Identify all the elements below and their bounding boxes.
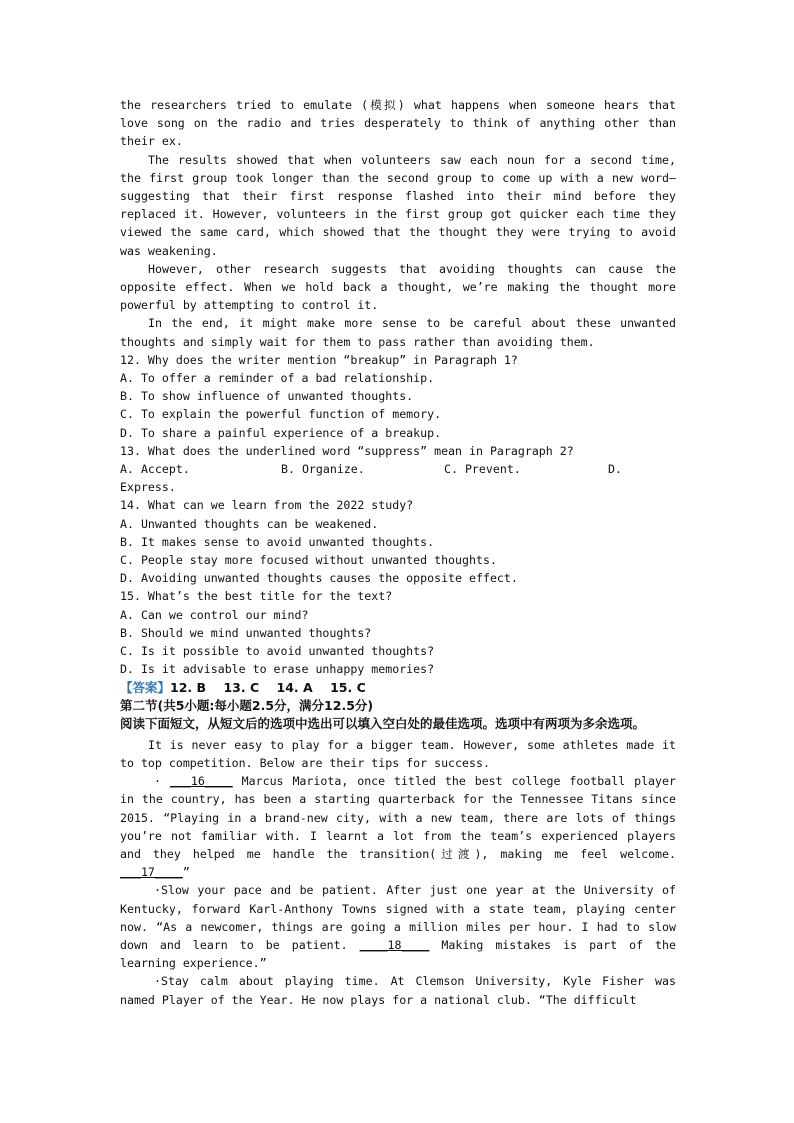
blank-17: ___17____ [120, 865, 183, 880]
tip-paragraph: ·Stay calm about playing time. At Clemson University, Kyle Fisher was named Player of the Year. He now plays for a national club. “The difficult [120, 974, 676, 1007]
question-option: B. Should we mind unwanted thoughts? [120, 625, 372, 640]
question-option: B. It makes sense to avoid unwanted thoughts. [120, 534, 435, 549]
question-option: Express. [120, 480, 176, 495]
question-option: A. Unwanted thoughts can be weakened. [120, 516, 379, 531]
tip-text: Marcus Mariota, once titled the best college football player in the country, has been a starting quarterback for the Tennessee Titans since 2015. “Playing in a brand-new city, with a new team, there are lots of things you’re not familiar with. I learnt a lot from the team’s experienced players and they helped me handle the transition(过渡), making me feel welcome. [120, 774, 676, 861]
section-heading: 第二节(共5小题:每小题2.5分，满分12.5分) [120, 697, 374, 713]
passage-paragraph: The results showed that when volunteers saw each noun for a second time, the first group took longer than the second group to come up with a new word—suggesting that their first response flashed into their mind before they replaced it. However, volunteers in the first group got quicker each time they viewed the same card, which showed that the thought they were trying to avoid was weakening. [120, 152, 676, 258]
tip-end: ” [182, 865, 190, 880]
question-option: D. To share a painful experience of a breakup. [120, 425, 442, 440]
tip-paragraph [120, 772, 676, 881]
passage-paragraph: However, other research suggests that avoiding thoughts can cause the opposite effect. When we hold back a thought, we’re making the thought more powerful by attempting to control it. [120, 261, 676, 313]
question-option: A. Can we control our mind? [120, 607, 309, 622]
tip-end: Making mistakes is part of the learning experience.” [120, 937, 676, 971]
section-instruction: 阅读下面短文，从短文后的选项中选出可以填入空白处的最佳选项。选项中有两项为多余选项。 [120, 716, 646, 732]
question-option: A. To offer a reminder of a bad relationship. [120, 371, 435, 386]
question-stem: 12. Why does the writer mention “breakup” in Paragraph 1? [120, 352, 518, 367]
question-option: C. People stay more focused without unwanted thoughts. [120, 553, 497, 568]
question-option: C. Prevent. [444, 462, 521, 477]
question-option: C. To explain the powerful function of memory. [120, 407, 442, 422]
answer-tag: 【答案】 [120, 679, 171, 695]
question-option: D. [608, 462, 622, 477]
bullet: · [154, 774, 161, 789]
blank-16: ___16____ [169, 774, 233, 789]
question-option: A. Accept. [120, 462, 190, 477]
question-option: B. Organize. [281, 462, 365, 477]
question-stem: 13. What does the underlined word “suppress” mean in Paragraph 2? [120, 443, 574, 458]
question-stem: 14. What can we learn from the 2022 study? [120, 498, 414, 513]
question-option: B. To show influence of unwanted thoughts. [120, 389, 414, 404]
question-option: C. Is it possible to avoid unwanted thoughts? [120, 644, 435, 659]
question-stem: 15. What’s the best title for the text? [120, 589, 393, 604]
blank-18: ____18____ [359, 937, 430, 952]
passage-paragraph: the researchers tried to emulate (模拟) what happens when someone hears that love song on the radio and tries desperately to think of anything other than their ex. [120, 98, 676, 149]
tip-paragraph [120, 881, 676, 972]
passage-paragraph: In the end, it might make more sense to be careful about these unwanted thoughts and simply wait for them to pass rather than avoiding them. [120, 316, 676, 349]
tip-text: ·Slow your pace and be patient. After just one year at the University of Kentucky, forward Karl-Anthony Towns signed with a state team, playing center now. “As a newcomer, things are going a million miles per hour. I had to slow down and learn to be patient. [120, 883, 676, 952]
question-option: D. Is it advisable to erase unhappy memories? [120, 662, 435, 677]
answer-line [120, 679, 676, 697]
question-option: D. Avoiding unwanted thoughts causes the opposite effect. [120, 571, 518, 586]
answer-text: 12. B 13. C 14. A 15. C [170, 679, 366, 695]
question-options-row [120, 460, 676, 478]
document-page [120, 96, 676, 1009]
passage-intro: It is never easy to play for a bigger team. However, some athletes made it to top competition. Below are their tips for success. [120, 737, 676, 770]
